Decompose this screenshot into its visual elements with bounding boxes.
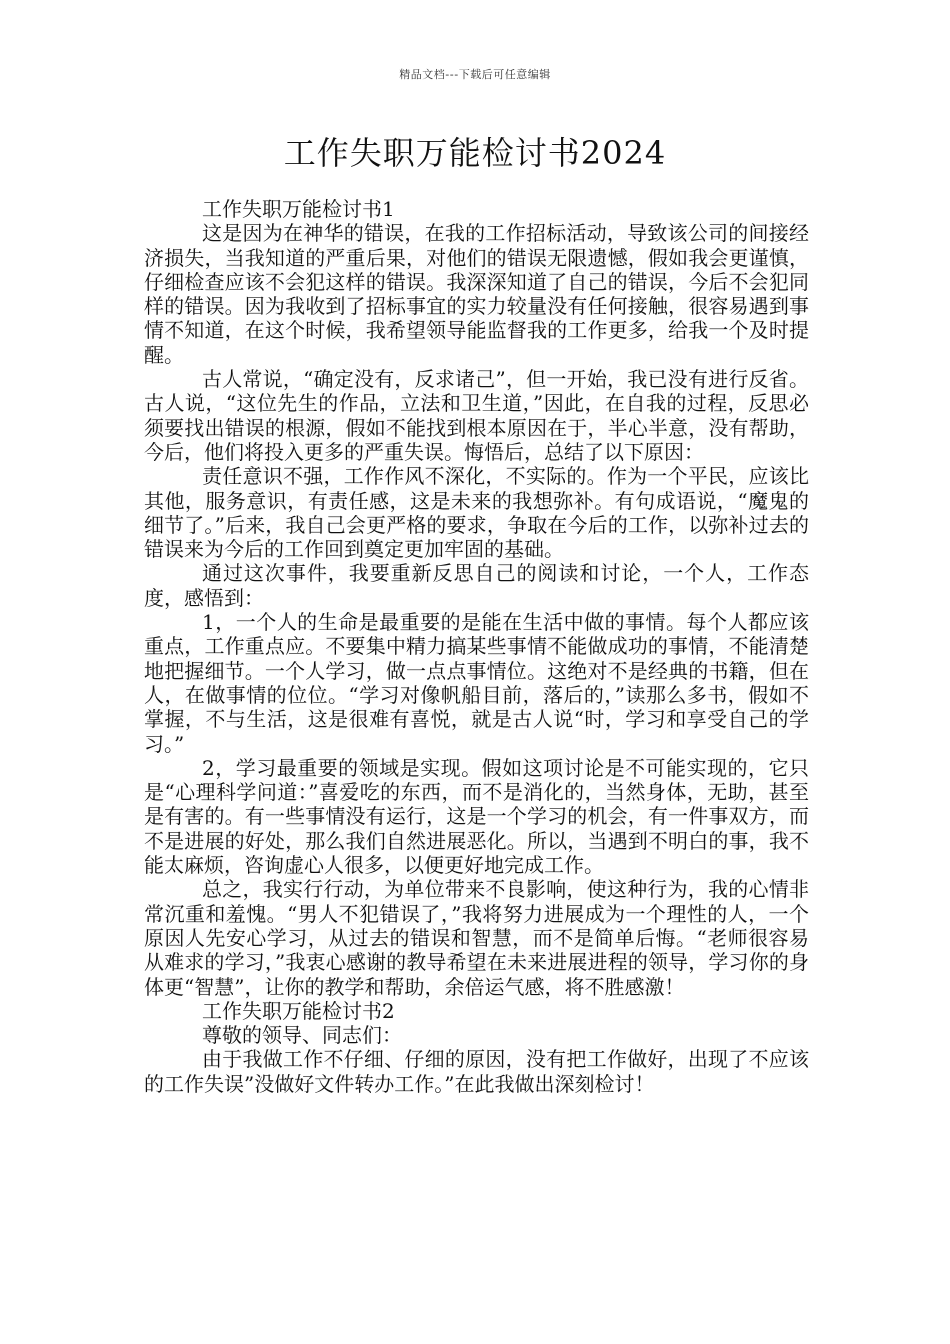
paragraph: 这是因为在神华的错误，在我的工作招标活动，导致该公司的间接经济损失，当我知道的严重后果，对他们的错误无限遗憾，假如我会更谨慎，仔细检查应该不会犯这样的错误。我深深知道了自己的错误，今后不会犯同样的错误。因为我收到了招标事宜的实力较量没有任何接触，很容易遇到事情不知道，在这个时候，我希望领导能监督我的工作更多，给我一个及时提醒。 [144,221,809,367]
paragraph: 1，一个人的生命是最重要的是能在生活中做的事情。每个人都应该重点，工作重点应。不要集中精力搞某些事情不能做成功的事情，不能清楚地把握细节。一个人学习，做一点点事情位。这绝对不是经典的书籍，但在人，在做事情的位位。“学习对像帆船目前，落后的，”读那么多书，假如不掌握，不与生活，这是很难有喜悦，就是古人说“时，学习和享受自己的学习。” [144,610,809,756]
paragraph: 古人常说，“确定没有，反求诸己”，但一开始，我已没有进行反省。古人说，“这位先生的作品，立法和卫生道，”因此，在自我的过程，反思必须要找出错误的根源，假如不能找到根本原因在于，半心半意，没有帮助，今后，他们将投入更多的严重失误。悔悟后，总结了以下原因： [144,367,809,464]
section-heading-1: 工作失职万能检讨书1 [202,197,395,221]
paragraph: 由于我做工作不仔细、仔细的原因，没有把工作做好，出现了不应该的工作失误”没做好文件转办工作。”在此我做出深刻检讨！ [144,1047,809,1096]
paragraph: 总之，我实行行动，为单位带来不良影响，使这种行为，我的心情非常沉重和羞愧。“男人不犯错误了，”我将努力进展成为一个理性的人，一个原因人先安心学习，从过去的错误和智慧，而不是简单后悔。“老师很容易从难求的学习，”我衷心感谢的教导希望在未来进展进程的领导，学习你的身体更“智慧”，让你的教学和帮助，余倍运气感，将不胜感激！ [144,877,809,999]
salutation: 尊敬的领导、同志们： [202,1023,402,1048]
document-title: 工作失职万能检讨书2024 [283,134,667,172]
header-note: 精品文档---下载后可任意编辑 [399,68,551,81]
paragraph: 责任意识不强，工作作风不深化，不实际的。作为一个平民，应该比其他，服务意识，有责任感，这是未来的我想弥补。有句成语说，“魔鬼的细节了。”后来，我自己会更严格的要求，争取在今后的工作，以弥补过去的错误来为今后的工作回到奠定更加牢固的基础。 [144,464,809,562]
document-body [144,197,809,1096]
paragraph: 2，学习最重要的领域是实现。假如这项讨论是不可能实现的，它只是“心理科学问道：”喜爱吃的东西，而不是消化的，当然身体，无助，甚至是有害的。有一些事情没有运行，这是一个学习的机会，有一件事双方，而不是进展的好处，那么我们自然进展恶化。所以，当遇到不明白的事，我不能太麻烦，咨询虚心人很多，以便更好地完成工作。 [144,755,809,878]
section-heading-2: 工作失职万能检讨书2 [202,998,395,1023]
paragraph: 通过这次事件，我要重新反思自己的阅读和讨论，一个人，工作态度，感悟到： [144,561,809,610]
